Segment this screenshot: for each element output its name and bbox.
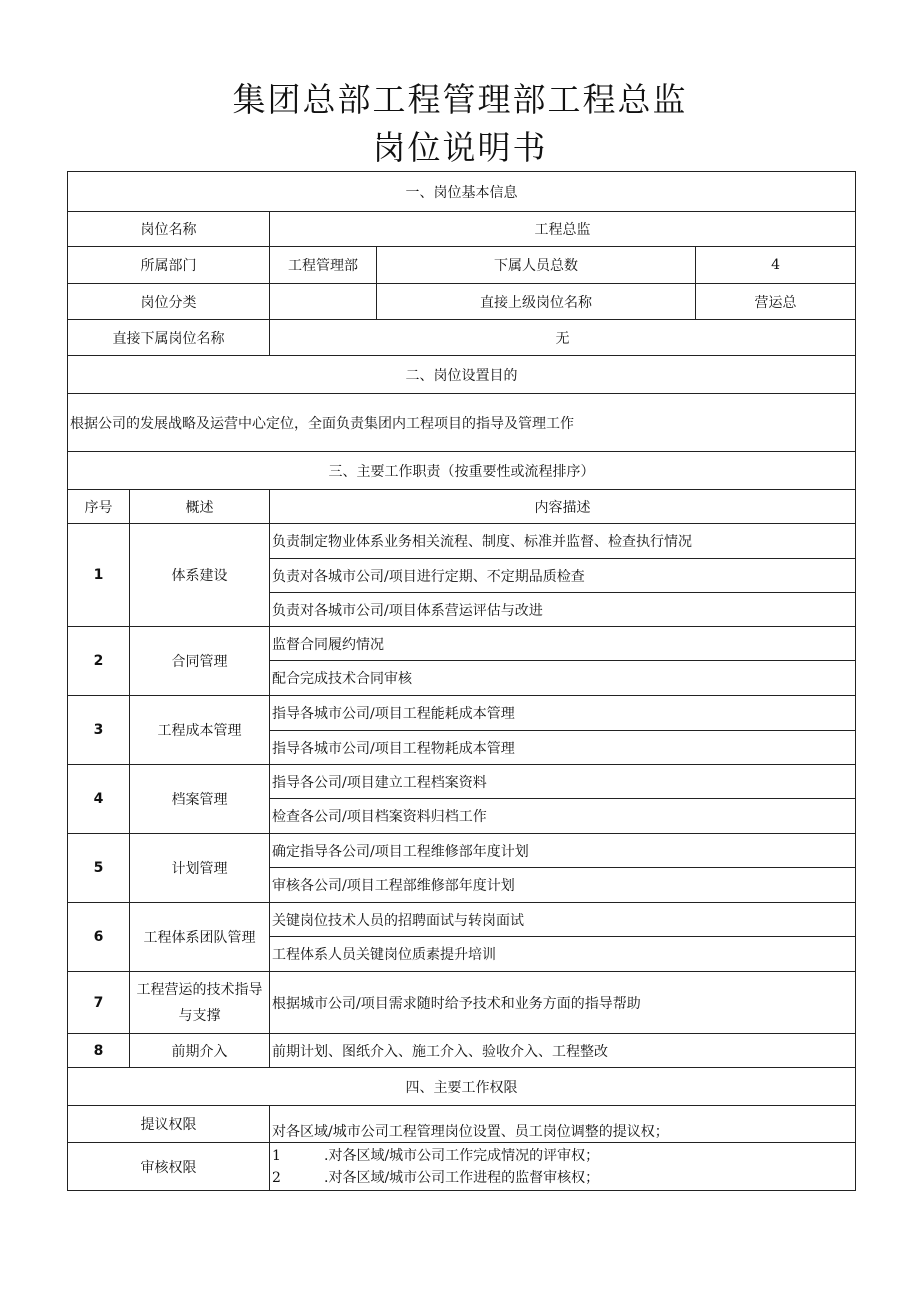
duty-number: 1 bbox=[68, 524, 130, 627]
duty-detail: 负责对各城市公司/项目体系营运评估与改进 bbox=[270, 593, 856, 627]
duty-detail: 配合完成技术合同审核 bbox=[270, 661, 856, 696]
review-authority-list bbox=[270, 1143, 856, 1191]
duty-number: 5 bbox=[68, 834, 130, 903]
duty-number: 3 bbox=[68, 696, 130, 765]
superior-label: 直接上级岗位名称 bbox=[377, 284, 696, 320]
duty-detail: 确定指导各公司/项目工程维修部年度计划 bbox=[270, 834, 856, 868]
header-description: 内容描述 bbox=[270, 490, 856, 524]
duty-detail: 前期计划、图纸介入、施工介入、验收介入、工程整改 bbox=[270, 1034, 856, 1068]
duty-detail: 审核各公司/项目工程部维修部年度计划 bbox=[270, 868, 856, 903]
subordinates-value: 4 bbox=[696, 247, 856, 284]
duty-detail: 根据城市公司/项目需求随时给予技术和业务方面的指导帮助 bbox=[270, 972, 856, 1034]
duty-detail: 检查各公司/项目档案资料归档工作 bbox=[270, 799, 856, 834]
duty-detail: 指导各城市公司/项目工程能耗成本管理 bbox=[270, 696, 856, 731]
review-item-text: .对各区域/城市公司工作完成情况的评审权； bbox=[324, 1147, 600, 1164]
propose-authority-label: 提议权限 bbox=[68, 1106, 270, 1143]
header-no: 序号 bbox=[68, 490, 130, 524]
section-purpose: 二、岗位设置目的 bbox=[68, 356, 856, 394]
review-authority-label: 审核权限 bbox=[68, 1143, 270, 1191]
duty-summary: 工程成本管理 bbox=[130, 696, 270, 765]
review-authority-item bbox=[272, 1167, 853, 1189]
duty-number: 7 bbox=[68, 972, 130, 1034]
review-item-index: 2 bbox=[272, 1169, 281, 1186]
header-summary: 概述 bbox=[130, 490, 270, 524]
duty-number: 4 bbox=[68, 765, 130, 834]
section-duties: 三、主要工作职责（按重要性或流程排序） bbox=[68, 452, 856, 490]
duty-summary: 计划管理 bbox=[130, 834, 270, 903]
duty-detail: 指导各公司/项目建立工程档案资料 bbox=[270, 765, 856, 799]
duty-number: 6 bbox=[68, 903, 130, 972]
department-label: 所属部门 bbox=[68, 247, 270, 284]
duty-detail: 关键岗位技术人员的招聘面试与转岗面试 bbox=[270, 903, 856, 937]
duty-summary: 档案管理 bbox=[130, 765, 270, 834]
duty-summary: 体系建设 bbox=[130, 524, 270, 627]
duty-summary: 工程体系团队管理 bbox=[130, 903, 270, 972]
department-value: 工程管理部 bbox=[270, 247, 377, 284]
superior-value: 营运总 bbox=[696, 284, 856, 320]
duty-number: 2 bbox=[68, 627, 130, 696]
section-authority: 四、主要工作权限 bbox=[68, 1068, 856, 1106]
review-authority-item bbox=[272, 1145, 853, 1167]
duty-detail: 负责对各城市公司/项目进行定期、不定期品质检查 bbox=[270, 559, 856, 593]
duty-detail: 指导各城市公司/项目工程物耗成本管理 bbox=[270, 731, 856, 765]
duty-detail: 工程体系人员关键岗位质素提升培训 bbox=[270, 937, 856, 972]
sub-positions-value: 无 bbox=[270, 320, 856, 356]
duty-detail: 监督合同履约情况 bbox=[270, 627, 856, 661]
review-item-text: .对各区域/城市公司工作进程的监督审核权； bbox=[324, 1169, 600, 1186]
document-title: 集团总部工程管理部工程总监 bbox=[232, 80, 688, 119]
duty-number: 8 bbox=[68, 1034, 130, 1068]
subordinates-label: 下属人员总数 bbox=[377, 247, 696, 284]
duty-summary: 前期介入 bbox=[130, 1034, 270, 1068]
review-item-index: 1 bbox=[272, 1147, 281, 1164]
category-value bbox=[270, 284, 377, 320]
position-name-value: 工程总监 bbox=[270, 212, 856, 247]
duty-summary: 工程营运的技术指导与支撑 bbox=[130, 972, 270, 1034]
job-description-table bbox=[67, 171, 856, 1191]
section-basic-info: 一、岗位基本信息 bbox=[68, 172, 856, 212]
duty-summary: 合同管理 bbox=[130, 627, 270, 696]
purpose-text: 根据公司的发展战略及运营中心定位，全面负责集团内工程项目的指导及管理工作 bbox=[68, 394, 856, 452]
category-label: 岗位分类 bbox=[68, 284, 270, 320]
duty-detail: 负责制定物业体系业务相关流程、制度、标准并监督、检查执行情况 bbox=[270, 524, 856, 559]
sub-positions-label: 直接下属岗位名称 bbox=[68, 320, 270, 356]
propose-authority-text: 对各区域/城市公司工程管理岗位设置、员工岗位调整的提议权； bbox=[270, 1106, 856, 1143]
position-name-label: 岗位名称 bbox=[68, 212, 270, 247]
document-subtitle: 岗位说明书 bbox=[372, 128, 548, 167]
